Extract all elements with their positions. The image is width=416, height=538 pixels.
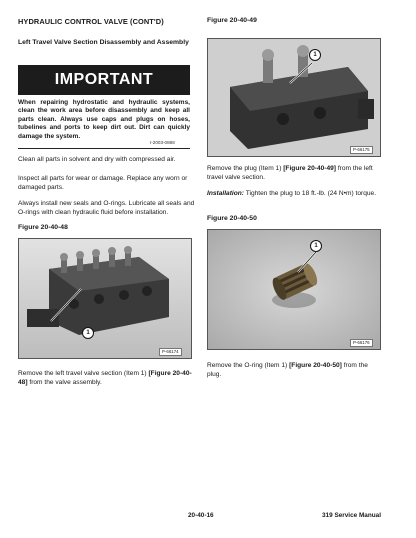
important-rule: [18, 148, 190, 149]
text-segment: from the valve assembly.: [27, 378, 102, 386]
figure-reference: [Figure 20-40-50]: [289, 362, 342, 369]
paragraph-inspect: Inspect all parts for wear or damage. Replace any worn or damaged parts.: [18, 175, 188, 191]
figure-49-callout: 1: [309, 49, 321, 61]
figure-48-photo-id: P-66174: [159, 348, 182, 356]
figure-49-caption: Figure 20-40-49: [207, 17, 257, 24]
paragraph-clean: Clean all parts in solvent and dry with compressed air.: [18, 156, 176, 163]
valve-assembly-image: [19, 239, 191, 358]
figure-48-photo: [18, 238, 192, 359]
figure-50-caption: Figure 20-40-50: [207, 215, 257, 222]
figure-50-photo-id: P-66176: [350, 339, 373, 347]
figure-50-photo: [207, 229, 381, 350]
paragraph-remove-plug: [207, 165, 383, 182]
figure-48-caption: Figure 20-40-48: [18, 224, 68, 231]
figure-49-photo: [207, 38, 381, 157]
installation-text: Tighten the plug to 18 ft.-lb. (24 N•m) torque.: [244, 190, 377, 197]
figure-49-photo-id: P-66175: [350, 146, 373, 154]
important-banner: IMPORTANT: [18, 65, 190, 95]
text-segment: Remove the plug (Item 1): [207, 165, 284, 172]
manual-title: 319 Service Manual: [322, 512, 381, 519]
plug-image: [208, 230, 380, 349]
text-segment: Remove the left travel valve section (Item 1): [18, 370, 149, 377]
travel-valve-section-image: [208, 39, 380, 156]
section-title: HYDRAULIC CONTROL VALVE (CONT'D): [18, 17, 164, 26]
figure-50-callout: 1: [310, 240, 322, 252]
page-number: 20-40-16: [188, 512, 214, 519]
subsection-title: Left Travel Valve Section Disassembly and Assembly: [18, 39, 189, 46]
paragraph-installation: [207, 190, 383, 199]
important-code: I-2003-0888: [150, 140, 175, 145]
important-text: When repairing hydrostatic and hydraulic systems, clean the work area before disassembly and keep all parts clean. Always use caps and plugs on hoses, tubelines and ports to keep dirt out. Dirt can quickly damage the system.: [18, 99, 190, 140]
paragraph-remove-oring: [207, 362, 383, 379]
text-segment: from the plug.: [207, 362, 368, 378]
paragraph-remove-section: [18, 370, 196, 387]
figure-reference: [Figure 20-40-49]: [283, 165, 337, 172]
text-segment: from the left travel valve section.: [207, 165, 373, 181]
figure-48-callout: 1: [82, 327, 94, 339]
figure-reference: [Figure 20-40-48]: [18, 370, 192, 386]
paragraph-seals: Always install new seals and O-rings. Lubricate all seals and O-rings with clean hydraulic fluid before installation.: [18, 200, 195, 216]
installation-label: Installation:: [207, 190, 244, 197]
text-segment: Remove the O-ring (Item 1): [207, 362, 290, 369]
